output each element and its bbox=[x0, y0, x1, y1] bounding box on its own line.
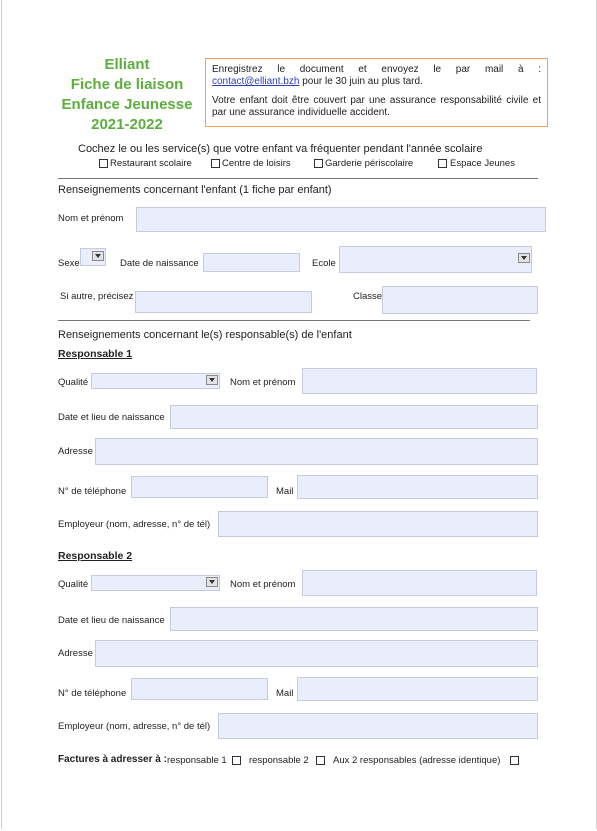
guardians-section-title: Renseignements concernant le(s) responsable(s) de l'enfant bbox=[58, 329, 352, 341]
r1-name-input[interactable] bbox=[302, 368, 537, 394]
r1-employer-label: Employeur (nom, adresse, n° de tél) bbox=[58, 519, 211, 530]
r2-employer-label: Employeur (nom, adresse, n° de tél) bbox=[58, 721, 211, 732]
sex-label: Sexe bbox=[58, 258, 80, 269]
billing-option-r2-label: responsable 2 bbox=[249, 755, 309, 766]
r1-quality-label: Qualité bbox=[58, 377, 89, 388]
divider-2 bbox=[58, 320, 530, 321]
billing-option-both-label: Aux 2 responsables (adresse identique) bbox=[333, 755, 501, 766]
chevron-down-icon bbox=[206, 577, 218, 587]
r2-name-label: Nom et prénom bbox=[230, 579, 296, 590]
r2-phone-label: N° de téléphone bbox=[58, 688, 127, 699]
r2-employer-input[interactable] bbox=[218, 713, 538, 739]
service-label-garderie: Garderie périscolaire bbox=[325, 158, 414, 169]
r2-mail-label: Mail bbox=[276, 688, 294, 699]
responsable-1-title: Responsable 1 bbox=[58, 348, 133, 360]
checkbox-centre-loisirs[interactable] bbox=[211, 159, 220, 168]
r1-birth-input[interactable] bbox=[170, 405, 538, 429]
service-label-centre-loisirs: Centre de loisirs bbox=[222, 158, 291, 169]
school-select[interactable] bbox=[339, 246, 532, 273]
r1-name-label: Nom et prénom bbox=[230, 377, 296, 388]
divider-1 bbox=[58, 178, 538, 179]
birth-date-label: Date de naissance bbox=[120, 258, 199, 269]
r1-address-input[interactable] bbox=[95, 438, 538, 465]
r2-quality-label: Qualité bbox=[58, 579, 89, 590]
r1-phone-label: N° de téléphone bbox=[58, 486, 127, 497]
billing-option-r1-label: responsable 1 bbox=[167, 755, 227, 766]
child-name-input[interactable] bbox=[136, 207, 546, 232]
r2-address-label: Adresse bbox=[58, 648, 93, 659]
notice-box bbox=[205, 58, 548, 127]
form-title bbox=[52, 55, 202, 135]
r1-phone-input[interactable] bbox=[131, 476, 268, 498]
child-section-title: Renseignements concernant l'enfant (1 fiche par enfant) bbox=[58, 184, 332, 196]
child-name-label: Nom et prénom bbox=[58, 213, 124, 224]
billing-label: Factures à adresser à : bbox=[58, 754, 167, 765]
email-link[interactable]: contact@elliant.bzh bbox=[212, 76, 300, 87]
service-label-espace-jeunes: Espace Jeunes bbox=[450, 158, 515, 169]
chevron-down-icon bbox=[518, 253, 530, 263]
other-school-input[interactable] bbox=[135, 291, 312, 313]
service-label-restaurant: Restaurant scolaire bbox=[110, 158, 192, 169]
checkbox-billing-r1[interactable] bbox=[232, 756, 241, 765]
r1-birth-label: Date et lieu de naissance bbox=[58, 412, 165, 423]
r2-mail-input[interactable] bbox=[297, 677, 538, 701]
title-line-4: 2021-2022 bbox=[91, 116, 163, 133]
class-input[interactable] bbox=[382, 286, 538, 314]
r1-address-label: Adresse bbox=[58, 446, 93, 457]
r2-birth-input[interactable] bbox=[170, 607, 538, 631]
checkbox-billing-r2[interactable] bbox=[316, 756, 325, 765]
title-line-2: Fiche de liaison bbox=[70, 76, 184, 93]
title-line-1: Elliant bbox=[104, 56, 150, 73]
r1-quality-select[interactable] bbox=[91, 373, 220, 389]
chevron-down-icon bbox=[92, 251, 104, 261]
other-school-label: Si autre, précisez bbox=[60, 291, 134, 302]
r1-mail-label: Mail bbox=[276, 486, 294, 497]
r2-phone-input[interactable] bbox=[131, 678, 268, 700]
class-label: Classe bbox=[353, 291, 383, 302]
notice-insurance: Votre enfant doit être couvert par une assurance responsabilité civile et par une assurance individuelle accident. bbox=[212, 95, 541, 118]
services-prompt: Cochez le ou les service(s) que votre enfant va fréquenter pendant l'année scolaire bbox=[78, 143, 483, 155]
r2-name-input[interactable] bbox=[302, 570, 537, 596]
birth-date-input[interactable] bbox=[203, 253, 300, 272]
title-line-3: Enfance Jeunesse bbox=[61, 96, 193, 113]
responsable-2-title: Responsable 2 bbox=[58, 550, 133, 562]
checkbox-espace-jeunes[interactable] bbox=[438, 159, 447, 168]
chevron-down-icon bbox=[206, 375, 218, 385]
checkbox-billing-both[interactable] bbox=[510, 756, 519, 765]
notice-deadline: pour le 30 juin au plus tard. bbox=[299, 76, 423, 87]
sex-select[interactable] bbox=[80, 248, 106, 266]
notice-line-2 bbox=[212, 76, 541, 88]
r2-address-input[interactable] bbox=[95, 640, 538, 667]
checkbox-garderie[interactable] bbox=[314, 159, 323, 168]
checkbox-restaurant[interactable] bbox=[99, 159, 108, 168]
r1-employer-input[interactable] bbox=[218, 511, 538, 537]
notice-line-1: Enregistrez le document et envoyez le par mail à : bbox=[212, 64, 541, 75]
school-label: Ecole bbox=[312, 258, 336, 269]
r2-quality-select[interactable] bbox=[91, 575, 220, 591]
r2-birth-label: Date et lieu de naissance bbox=[58, 615, 165, 626]
r1-mail-input[interactable] bbox=[297, 475, 538, 499]
